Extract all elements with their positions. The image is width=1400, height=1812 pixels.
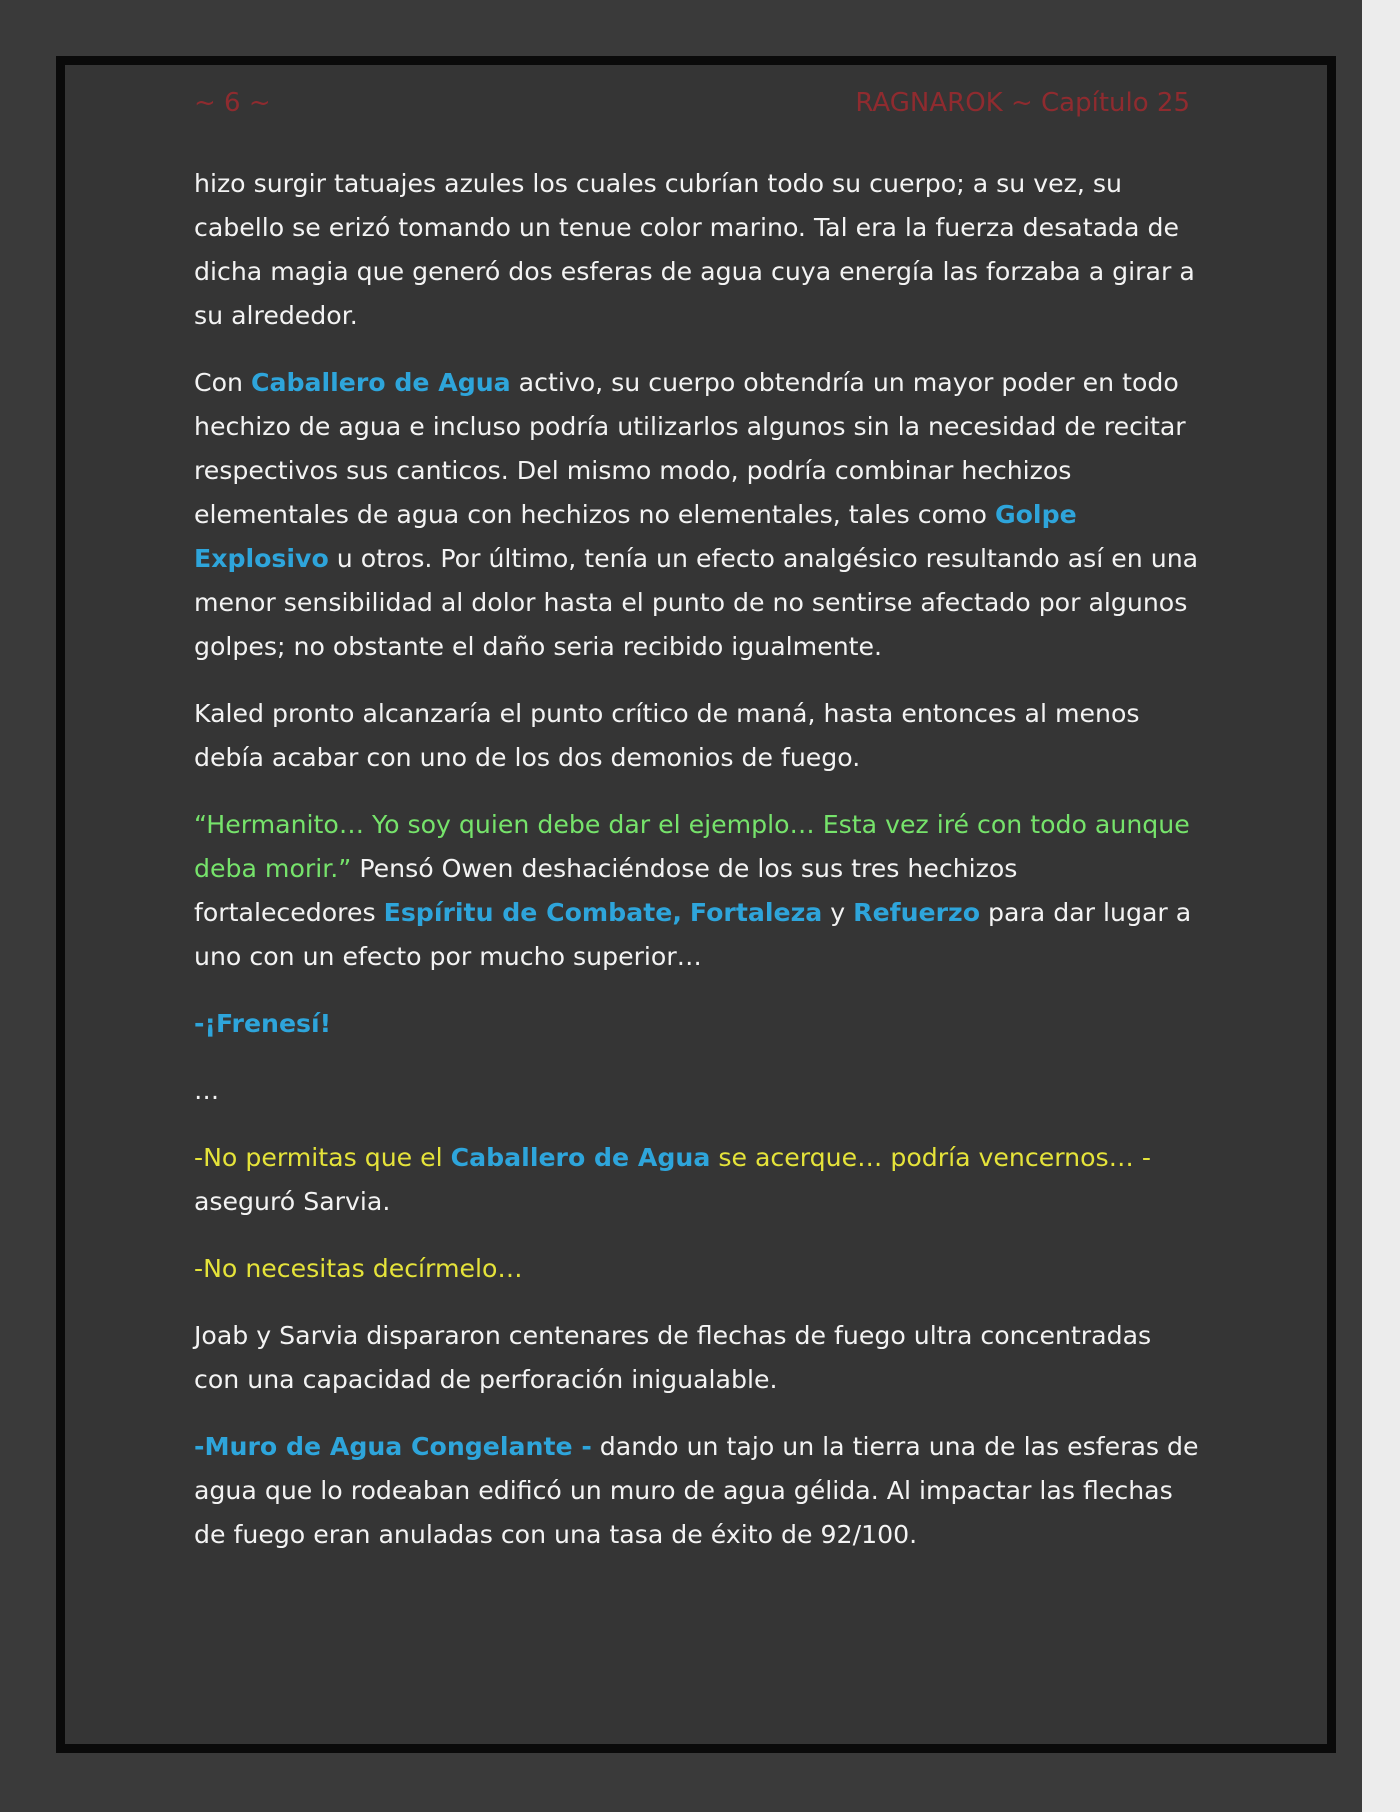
paragraph-text: dando un tajo un la tierra una de las esferas de agua que lo rodeaban edificó un muro de agua gélida. Al impactar las flechas de fuego eran anuladas con una tasa de éxito de 92/100. [194,1432,1199,1549]
spell-name-highlight: Refuerzo [853,898,981,927]
paragraph-2 [194,361,1204,669]
spell-name-highlight: Caballero de Agua [250,368,511,397]
spell-name-highlight: Golpe Explosivo [194,500,1077,573]
paragraph-text: hizo surgir tatuajes azules los cuales cubrían todo su cuerpo; a su vez, su cabello se erizó tomando un tenue color marino. Tal era la fuerza desatada de dicha magia que generó dos esferas de agua cuya energía las forzaba a girar a su alrededor. [194,169,1195,330]
chapter-title: RAGNAROK ~ Capítulo 25 [855,88,1190,118]
document-body [194,162,1204,1580]
paragraph-5 [194,1002,1204,1046]
spell-shout: -¡Frenesí! [194,1009,332,1038]
paragraph-text: Con [194,368,251,397]
paragraph-10 [194,1425,1204,1557]
paragraph-4 [194,803,1204,979]
page-number: ~ 6 ~ [194,88,271,118]
dialogue-line: -No necesitas decírmelo… [194,1254,523,1283]
dialogue-line: se acerque… podría vencernos… - [710,1143,1151,1172]
page-edge-strip [1362,0,1400,1812]
spell-name-highlight: Caballero de Agua [450,1143,711,1172]
paragraph-text: aseguró Sarvia. [194,1187,391,1216]
paragraph-9 [194,1314,1204,1402]
thought-quote: “Hermanito… Yo soy quien debe dar el ejemplo… Esta vez iré con todo aunque deba morir.” [194,810,1190,883]
paragraph-text: para dar lugar a uno con un efecto por mucho superior… [194,898,1192,971]
paragraph-7 [194,1136,1204,1224]
paragraph-6 [194,1069,1204,1113]
spell-name-highlight: Espíritu de Combate, [383,898,682,927]
dialogue-line: -No permitas que el [194,1143,451,1172]
paragraph-1 [194,162,1204,338]
paragraph-3 [194,692,1204,780]
paragraph-text: Joab y Sarvia dispararon centenares de flechas de fuego ultra concentradas con una capacidad de perforación inigualable. [194,1321,1152,1394]
ellipsis-separator: … [194,1076,220,1105]
paragraph-text: Pensó Owen deshaciéndose de los sus tres hechizos fortalecedores [194,854,1018,927]
paragraph-text: activo, su cuerpo obtendría un mayor poder en todo hechizo de agua e incluso podría utilizarlos algunos sin la necesidad de recitar respectivos sus canticos. Del mismo modo, podría combinar hechizos elementales de agua con hechizos no elementales, tales como [194,368,1186,529]
paragraph-text [682,898,690,927]
paragraph-text: Kaled pronto alcanzaría el punto crítico de maná, hasta entonces al menos debía acabar con uno de los dos demonios de fuego. [194,699,1140,772]
paragraph-8 [194,1247,1204,1291]
paragraph-text: u otros. Por último, tenía un efecto analgésico resultando así en una menor sensibilidad al dolor hasta el punto de no sentirse afectado por algunos golpes; no obstante el daño seria recibido igualmente. [194,544,1199,661]
spell-name-highlight: Fortaleza [689,898,823,927]
page-header [194,86,1190,120]
paragraph-text: y [822,898,854,927]
spell-shout: -Muro de Agua Congelante - [194,1432,592,1461]
